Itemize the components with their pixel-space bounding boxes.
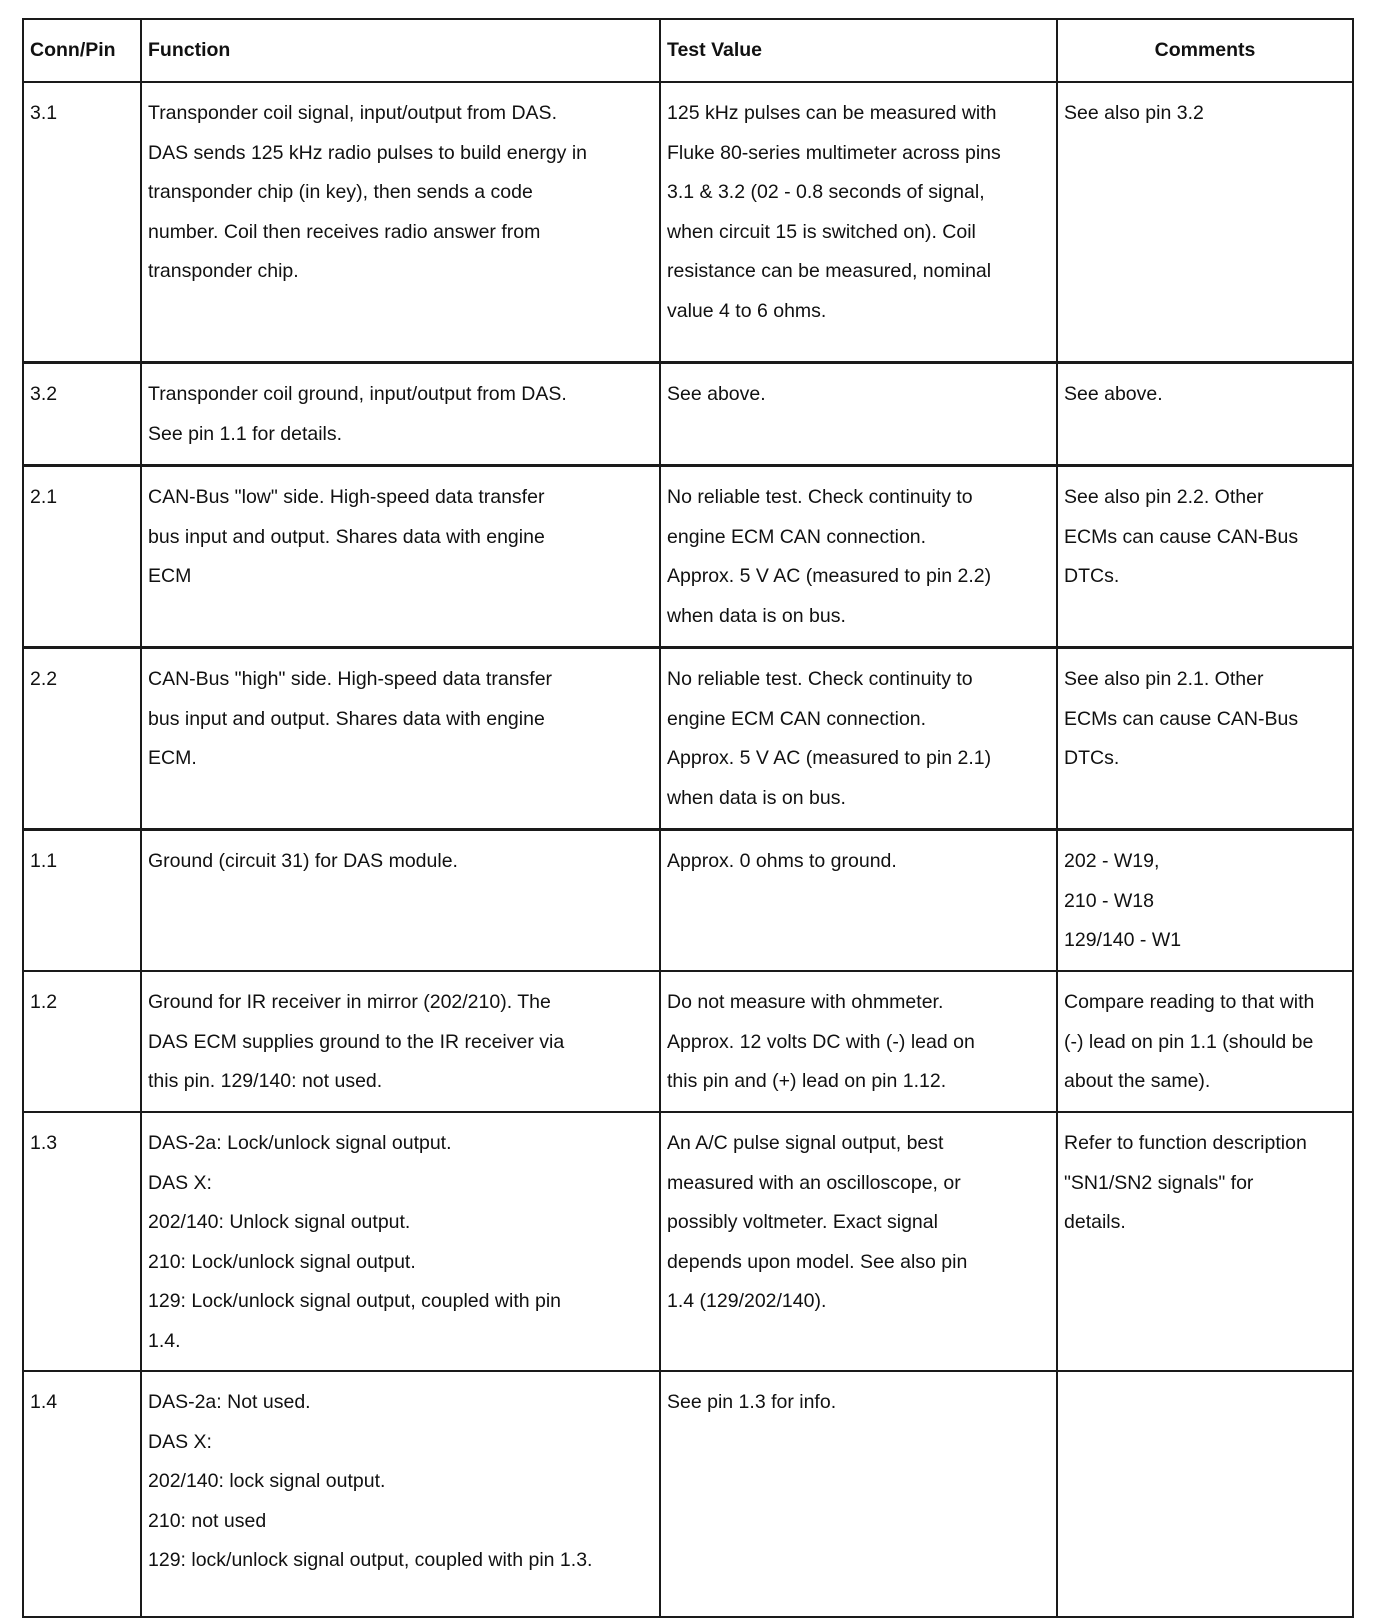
function-cell: DAS-2a: Lock/unlock signal output. DAS X: 202/140: Unlock signal output. 210: Lock/unlock signal output. 129: Lock/unlock signal output, coupled with pin 1.4. [141,1112,660,1371]
table-row [23,363,1353,466]
pin-cell: 2.2 [23,648,141,830]
pin-cell: 1.3 [23,1112,141,1371]
table-row [23,648,1353,830]
comments-cell: See above. [1057,363,1353,466]
pin-cell: 1.1 [23,830,141,972]
table-row [23,466,1353,648]
comments-cell: 202 - W19, 210 - W18 129/140 - W1 [1057,830,1353,972]
header-function: Function [141,19,660,82]
function-cell: CAN-Bus "high" side. High-speed data transfer bus input and output. Shares data with engine ECM. [141,648,660,830]
table-row [23,830,1353,972]
header-comments: Comments [1057,19,1353,82]
pin-cell: 3.1 [23,82,141,363]
pin-cell: 2.1 [23,466,141,648]
comments-cell: See also pin 2.1. Other ECMs can cause CAN-Bus DTCs. [1057,648,1353,830]
function-cell: Ground for IR receiver in mirror (202/210). The DAS ECM supplies ground to the IR receiver via this pin. 129/140: not used. [141,971,660,1112]
table-row [23,1112,1353,1371]
table-row [23,1371,1353,1617]
test-value-cell: No reliable test. Check continuity to engine ECM CAN connection. Approx. 5 V AC (measured to pin 2.2) when data is on bus. [660,466,1057,648]
connector-pin-table [22,18,1354,1618]
pin-table-sheet [22,18,1352,1618]
header-conn-pin: Conn/Pin [23,19,141,82]
test-value-cell: 125 kHz pulses can be measured with Fluke 80-series multimeter across pins 3.1 & 3.2 (02 - 0.8 seconds of signal, when circuit 15 is switched on). Coil resistance can be measured, nominal value 4 to 6 ohms. [660,82,1057,363]
comments-cell [1057,1371,1353,1617]
test-value-cell: Do not measure with ohmmeter. Approx. 12 volts DC with (-) lead on this pin and (+) lead on pin 1.12. [660,971,1057,1112]
table-row [23,971,1353,1112]
test-value-cell: See pin 1.3 for info. [660,1371,1057,1617]
comments-cell: Refer to function description "SN1/SN2 signals" for details. [1057,1112,1353,1371]
comments-cell: See also pin 3.2 [1057,82,1353,363]
test-value-cell: Approx. 0 ohms to ground. [660,830,1057,972]
comments-cell: Compare reading to that with (-) lead on pin 1.1 (should be about the same). [1057,971,1353,1112]
function-cell: Transponder coil ground, input/output from DAS. See pin 1.1 for details. [141,363,660,466]
table-header-row [23,19,1353,82]
test-value-cell: No reliable test. Check continuity to engine ECM CAN connection. Approx. 5 V AC (measured to pin 2.1) when data is on bus. [660,648,1057,830]
function-cell: CAN-Bus "low" side. High-speed data transfer bus input and output. Shares data with engine ECM [141,466,660,648]
comments-cell: See also pin 2.2. Other ECMs can cause CAN-Bus DTCs. [1057,466,1353,648]
header-test-value: Test Value [660,19,1057,82]
function-cell: Ground (circuit 31) for DAS module. [141,830,660,972]
test-value-cell: See above. [660,363,1057,466]
function-cell: Transponder coil signal, input/output from DAS. DAS sends 125 kHz radio pulses to build energy in transponder chip (in key), then sends a code number. Coil then receives radio answer from transponder chip. [141,82,660,363]
function-cell: DAS-2a: Not used. DAS X: 202/140: lock signal output. 210: not used 129: lock/unlock signal output, coupled with pin 1.3. [141,1371,660,1617]
pin-cell: 1.4 [23,1371,141,1617]
pin-cell: 3.2 [23,363,141,466]
pin-cell: 1.2 [23,971,141,1112]
test-value-cell: An A/C pulse signal output, best measured with an oscilloscope, or possibly voltmeter. Exact signal depends upon model. See also pin 1.4 (129/202/140). [660,1112,1057,1371]
table-row [23,82,1353,363]
